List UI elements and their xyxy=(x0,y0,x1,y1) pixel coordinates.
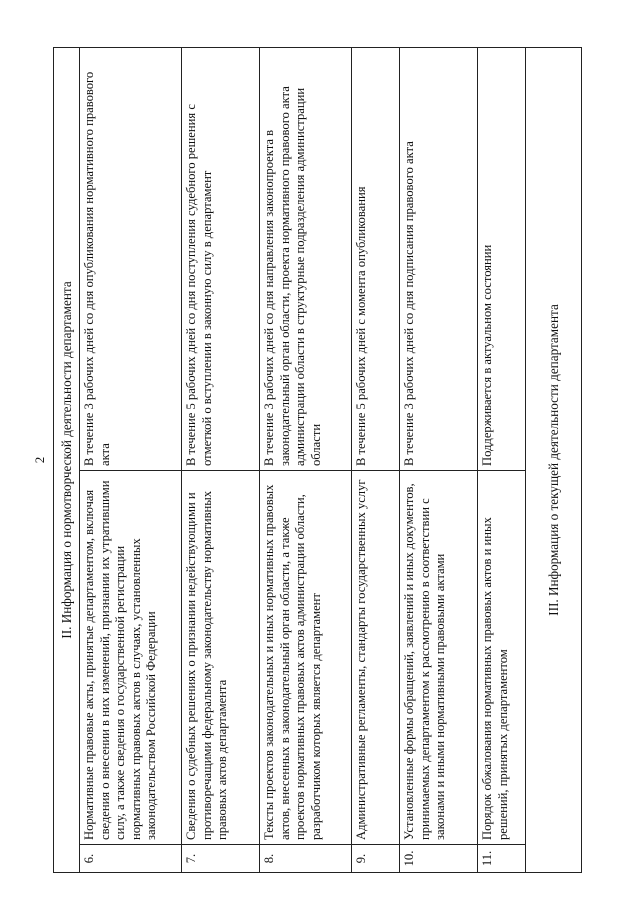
row-number: 9. xyxy=(352,845,400,873)
term-cell: В течение 5 рабочих дней с момента опубликования xyxy=(352,47,400,470)
table-row xyxy=(400,47,478,872)
term-cell: В течение 5 рабочих дней со дня поступления судебного решения с отметкой о вступлении в законную силу в департамент xyxy=(182,47,260,470)
table-row xyxy=(260,47,352,872)
section-2-title: II. Информация о нормотворческой деятельности департамента xyxy=(54,47,80,872)
page-number: 2 xyxy=(32,456,47,464)
table-row xyxy=(80,47,182,872)
information-table xyxy=(53,47,582,873)
row-number: 11. xyxy=(478,845,526,873)
section-3-title: III. Информация о текущей деятельности департамента xyxy=(526,47,582,872)
table-row xyxy=(352,47,400,872)
info-cell: Административные регламенты, стандарты государственных услуг xyxy=(352,471,400,845)
term-cell: В течение 3 рабочих дней со дня опубликования нормативного правового акта xyxy=(80,47,182,470)
section-header-row xyxy=(526,47,582,872)
row-number: 7. xyxy=(182,845,260,873)
row-number: 8. xyxy=(260,845,352,873)
table-row xyxy=(182,47,260,872)
row-number: 10. xyxy=(400,845,478,873)
term-cell: В течение 3 рабочих дней со дня подписания правового акта xyxy=(400,47,478,470)
row-number: 6. xyxy=(80,845,182,873)
term-cell: В течение 3 рабочих дней со дня направления законопроекта в законодательный орган области, проекта нормативного правового акта администрации области в структурные подразделения администрации области xyxy=(260,47,352,470)
info-cell: Сведения о судебных решениях о признании недействующими и противоречащими федеральному законодательству нормативных правовых актов департамента xyxy=(182,471,260,845)
rotated-table-container xyxy=(53,48,581,873)
info-cell: Нормативные правовые акты, принятые департаментом, включая сведения о внесении в них изменений, признании их утратившими силу, а также сведения о государственной регистрации нормативных правовых актов в случаях, установленных законодательством Российской Федерации xyxy=(80,471,182,845)
table-row xyxy=(478,47,526,872)
term-cell: Поддерживается в актуальном состоянии xyxy=(478,47,526,470)
section-header-row xyxy=(54,47,80,872)
info-cell: Порядок обжалования нормативных правовых актов и иных решений, принятых департаментом xyxy=(478,471,526,845)
info-cell: Установленные формы обращений, заявлений и иных документов, принимаемых департаментом к рассмотрению в соответствии с законами и иными нормативными правовыми актами xyxy=(400,471,478,845)
info-cell: Тексты проектов законодательных и иных нормативных правовых актов, внесенных в законодательный орган области, а также проектов нормативных правовых актов администрации области, разработчиком которых является департамент xyxy=(260,471,352,845)
